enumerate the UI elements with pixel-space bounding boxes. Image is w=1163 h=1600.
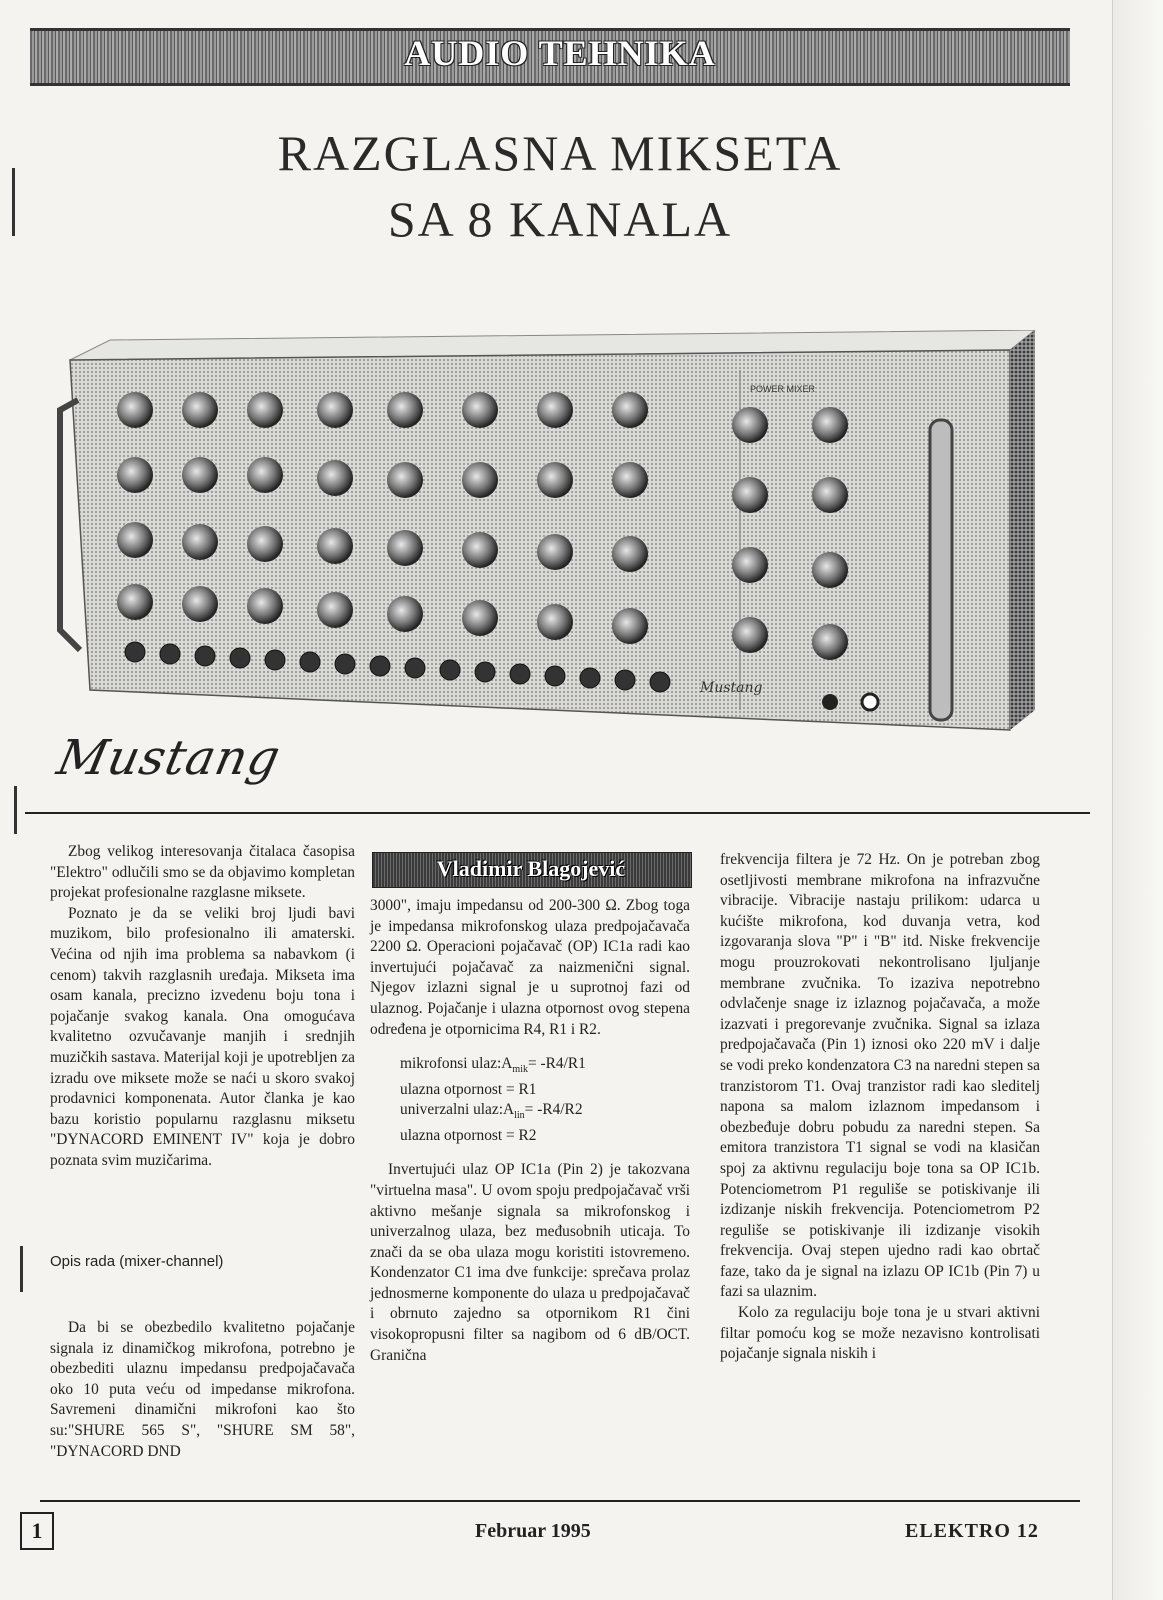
formula-line: mikrofonsi $ulaz:A_{mik}= -R4/R1$	[400, 1055, 586, 1076]
panel-label: POWER MIXER	[750, 384, 816, 394]
margin-mark	[14, 786, 17, 834]
article-title	[160, 120, 960, 252]
paragraph: Poznato je da se veliki broj ljudi bavi muzikom, bilo profesionalno ili amaterski. Većina od njih ima problema sa nabavkom (i cenom) takvih razglasnih uređaja. Mikseta ima osam kanala, precizno izvedenu boju tona i pojačanje svakog kanala. Ona omogućava kvalitetno ozvučavanje manjih i srednjih muzičkih sastava. Materijal koji je upotrebljen za izradu ove miksete može se naći u skoro svakoj prodavnici komponenata. Autor članka je kao bazu koristio popularnu razglasnu miksetu "DYNACORD EMINENT IV" koja je dobro poznata svim muzičarima.	[50, 904, 355, 1169]
issue-date: Februar 1995	[475, 1520, 591, 1542]
panel-brand: Mustang	[700, 680, 763, 696]
page-number: 1	[20, 1512, 54, 1550]
formula-line: univerzalni $ulaz:A_{lin}= -R4/R2$	[400, 1101, 583, 1122]
paragraph: Zbog velikog interesovanja čitalaca časopisa "Elektro" odlučili smo se da objavimo kompletan projekat profesionalne razglasne miksete.	[50, 843, 355, 902]
column-1	[50, 842, 355, 1172]
paragraph: Kolo za regulaciju boje tona je u stvari aktivni filtar pomoću kog se može nezavisno kontrolisati pojačanje signala niskih i	[720, 1304, 1040, 1363]
footer-rule	[40, 1500, 1080, 1502]
paragraph: 3000", imaju impedansu od 200-300 Ω. Zbog toga je impedansa mikrofonskog ulaza predpojačavača 2200 Ω. Operacioni pojačavač (OP) IC1a radi kao invertujući pojačavač za naizmenični signal. Njegov izlazni signal je u suprotnoj fazi od ulaznog. Pojačanje i ulazna otpornost ovog stepena određena je otpornicima R4, R1 i R2.	[370, 897, 690, 1038]
brand-logo-mustang: Mustang	[52, 730, 286, 786]
author-name: Vladimir Blagojević	[436, 856, 626, 881]
margin-mark	[20, 1246, 23, 1292]
column-3	[720, 850, 1040, 1365]
column-2	[370, 896, 690, 1366]
section-title: AUDIO TEHNIKA	[404, 33, 716, 73]
article-title-line-1: RAZGLASNA MIKSETA	[277, 125, 843, 181]
formula-line: ulazna otpornost = R2	[400, 1127, 537, 1145]
formula-block	[400, 1054, 690, 1146]
margin-mark	[12, 168, 15, 236]
paragraph: Invertujući ulaz OP IC1a (Pin 2) je takozvana "virtuelna masa". U ovom spoju predpojačavač vrši aktivno mešanje signala sa mikrofonskog i univerzalnog ulaza, bez međusobnih uticaja. To znači da se oba ulaza mogu koristiti istovremeno. Kondenzator C1 ima dve funkcije: sprečava prolaz jednosmerne komponente do ulaza u predpojačavač i obrnuto zajedno sa otpornikom R1 čini visokopropusni filter sa nagibom od 6 dB/OCT. Granična	[370, 1161, 690, 1364]
magazine-issue: ELEKTRO 12	[905, 1520, 1039, 1542]
page-edge	[1112, 0, 1163, 1600]
mixer-photo	[50, 330, 1050, 760]
subheading: Opis rada (mixer-channel)	[50, 1253, 224, 1270]
column-1-continued	[50, 1318, 355, 1462]
article-title-line-2: SA 8 KANALA	[387, 191, 733, 247]
divider-line	[25, 812, 1090, 814]
paragraph: Da bi se obezbedilo kvalitetno pojačanje signala iz dinamičkog mikrofona, potrebno je obezbediti ulaznu impedansu predpojačavača oko 10 puta veću od impedanse mikrofona. Savremeni dinamični mikrofoni kao što su:"SHURE 565 S", "SHURE SM 58", "DYNACORD DND	[50, 1319, 355, 1460]
formula-line: ulazna otpornost = R1	[400, 1081, 537, 1099]
paragraph: frekvencija filtera je 72 Hz. On je potreban zbog osetljivosti membrane mikrofona na infrazvučne vibracije. Vibracije nastaju prilikom: udarca u kućište mikrofona, kod duvanja vetra, kod izgovaranja slova "P" i "B" itd. Niske frekvencije mogu prouzrokovati nekontrolisano ljuljanje membrane zvučnika. To izaziva nepotrebno odvlačenje snage iz izlaznog pojačavača, a može izazvati i pregorevanje zvučnika. Signal sa izlaza predpojačavača (Pin 1) iznosi oko 220 mV i dalje se vodi preko kondenzatora C3 na naredni stepen sa tranzistorom T1. Ovaj tranzistor radi kao sleditelj napona sa malom izlaznom impedansom i obezbeđuje dobru pobudu za naredni stepen. Sa emitora tranzistora T1 signal se vodi na klasičan spoj za aktivnu regulaciju boje tona sa OP IC1b. Potenciometrom P1 reguliše se potiskivanje ili izdizanje niskih frekvencija. Potenciometrom P2 reguliše se potiskivanje ili izdizanje visokih frekvencija. Ovaj stepen ujedno radi kao obrtač faze, tako da je signal na izlazu OP IC1b (Pin 7) u fazi sa ulaznim.	[720, 851, 1040, 1301]
